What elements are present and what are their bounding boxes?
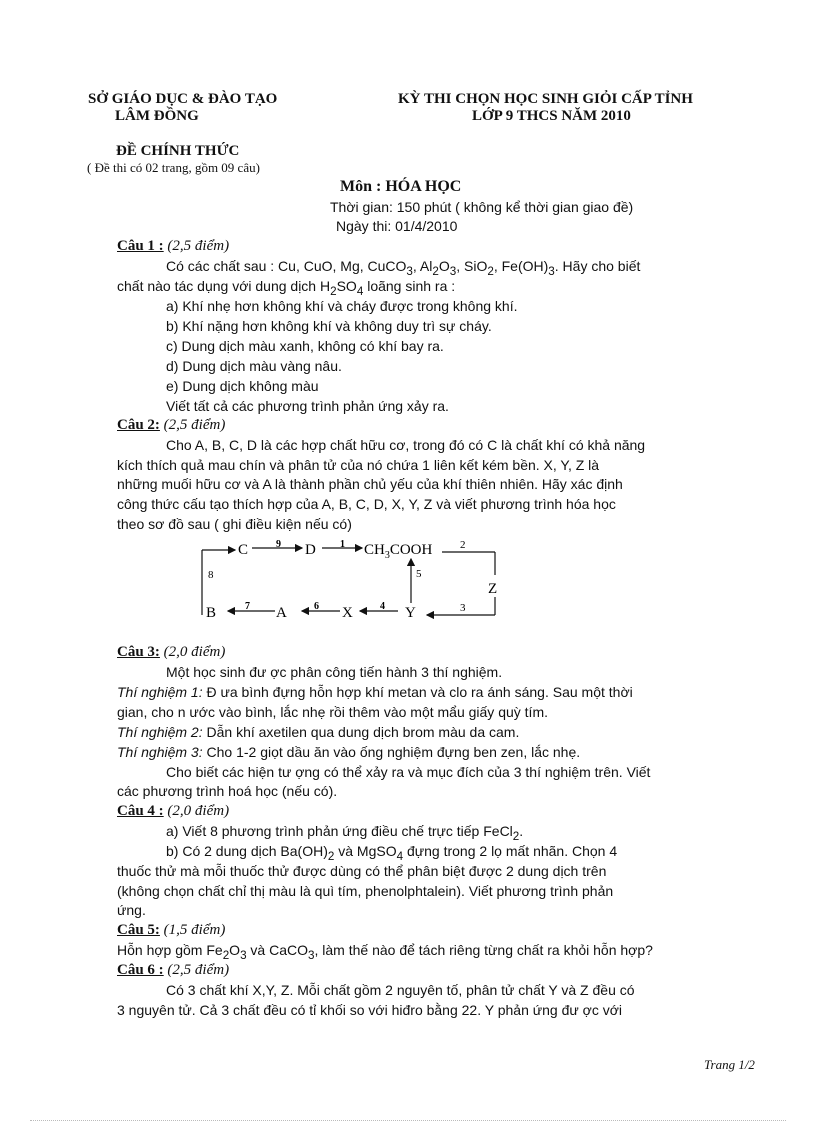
node-x: X: [342, 605, 353, 621]
reaction-scheme: [190, 535, 520, 625]
node-y: Y: [405, 605, 416, 621]
q2-heading: [117, 415, 225, 435]
page-bottom-divider: [30, 1120, 786, 1121]
q3-exp3: Thí nghiệm 3: Cho 1-2 giọt dầu ăn vào ống nghiệm đựng ben zen, lắc nhẹ.: [117, 744, 581, 760]
q6-points: (2,5 điểm): [167, 962, 230, 978]
q4-line-2: (không chọn chất chỉ thị màu là quì tím, phenolphtalein). Viết phương trình phản: [117, 883, 614, 899]
q1-intro: Có các chất sau : Cu, CuO, Mg, CuCO$_3$, $Al_2O_3$, SiO$_2$, $Fe(OH)_3$. Hãy cho biết: [166, 258, 641, 278]
q3-ask-1: Cho biết các hiện tư ợng có thể xảy ra và mục đích của 3 thí nghiệm trên. Viết: [166, 764, 651, 780]
q1-points: (2,5 điểm): [167, 238, 230, 254]
q3-exp1: Thí nghiệm 1: Đ ưa bình đựng hỗn hợp khí metan và clo ra ánh sáng. Sau một thời: [117, 684, 633, 700]
q2-title: Câu 2:: [117, 417, 160, 433]
q1-item-d: d) Dung dịch màu vàng nâu.: [166, 358, 342, 374]
q5-points: (1,5 điểm): [163, 922, 226, 938]
q4-b: b) Có 2 dung dịch $Ba(OH)_2$ và MgSO$_4$ đựng trong 2 lọ mất nhãn. Chọn 4: [166, 843, 618, 863]
q1-intro-cont: chất nào tác dụng với dung dịch $H_2SO_4$ loãng sinh ra :: [117, 278, 456, 298]
q3-exp2: Thí nghiệm 2: Dẫn khí axetilen qua dung dịch brom màu da cam.: [117, 724, 520, 740]
q4-a: a) Viết 8 phương trình phản ứng điều chế trực tiếp FeCl$_2$.: [166, 823, 524, 843]
page-number: Trang 1/2: [704, 1057, 755, 1072]
q2-line-2: kích thích quả mau chín và phân tử của nó chứa 1 liên kết kém bền. X, Y, Z là: [117, 457, 600, 473]
q3-points: (2,0 điểm): [163, 644, 226, 660]
q2-line-5: theo sơ đồ sau ( ghi điều kiện nếu có): [117, 516, 352, 532]
exam-date: Ngày thi: 01/4/2010: [336, 218, 458, 234]
subject: Môn : HÓA HỌC: [340, 178, 462, 195]
q1-closing: Viết tất cả các phương trình phản ứng xảy ra.: [166, 398, 449, 414]
step-6: 6: [314, 601, 319, 612]
q4-line-3: ứng.: [117, 902, 146, 918]
official-label: ĐỀ CHÍNH THỨC: [116, 143, 240, 159]
node-a: A: [276, 605, 287, 621]
q6-heading: [117, 960, 229, 980]
exam-title: KỲ THI CHỌN HỌC SINH GIỎI CẤP TỈNH: [398, 91, 693, 107]
q1-item-c: c) Dung dịch màu xanh, không có khí bay ra.: [166, 338, 444, 354]
q1-item-e: e) Dung dịch không màu: [166, 378, 319, 394]
time-limit: Thời gian: 150 phút ( không kể thời gian giao đề): [330, 199, 634, 215]
step-7: 7: [245, 601, 250, 612]
q1-title: Câu 1 :: [117, 238, 164, 254]
step-2: 2: [460, 539, 466, 551]
q2-line-1: Cho A, B, C, D là các hợp chất hữu cơ, trong đó có C là chất khí có khả năng: [166, 437, 646, 453]
q2-line-3: những muối hữu cơ và A là thành phần chủ yếu của khí thiên nhiên. Hãy xác định: [117, 476, 623, 492]
q3-exp1-cont: gian, cho n ước vào bình, lắc nhẹ rồi thêm vào một mẩu giấy quỳ tím.: [117, 704, 548, 720]
q5-text: Hỗn hợp gồm $Fe_2O_3$ và CaCO$_3$, làm thế nào để tách riêng từng chất ra khỏi hỗn hợp?: [117, 942, 653, 962]
q4-heading: [117, 801, 229, 821]
step-3: 3: [460, 602, 466, 614]
node-acetic-acid: $CH_3COOH$: [364, 542, 433, 561]
exam-grade-year: LỚP 9 THCS NĂM 2010: [472, 108, 631, 124]
q3-title: Câu 3:: [117, 644, 160, 660]
q5-heading: [117, 920, 225, 940]
node-b: B: [206, 605, 217, 621]
q2-line-4: công thức cấu tạo thích hợp của A, B, C, D, X, Y, Z và viết phương trình hóa học: [117, 496, 616, 512]
dept-name: SỞ GIÁO DỤC & ĐÀO TẠO: [88, 91, 278, 107]
q2-points: (2,5 điểm): [163, 417, 226, 433]
q3-intro: Một học sinh đư ợc phân công tiến hành 3 thí nghiệm.: [166, 664, 503, 680]
q6-line-1: Có 3 chất khí X,Y, Z. Mỗi chất gồm 2 nguyên tố, phân tử chất Y và Z đều có: [166, 982, 635, 998]
q4-points: (2,0 điểm): [167, 803, 230, 819]
dept-province: LÂM ĐỒNG: [115, 108, 199, 124]
q4-title: Câu 4 :: [117, 803, 164, 819]
q6-line-2: 3 nguyên tử. Cả 3 chất đều có tỉ khối so với hiđro bằng 22. Y phản ứng đư ợc với: [117, 1002, 622, 1018]
q5-title: Câu 5:: [117, 922, 160, 938]
page-count-note: ( Đề thi có 02 trang, gồm 09 câu): [87, 160, 260, 175]
step-9: 9: [276, 539, 281, 550]
q3-heading: [117, 642, 225, 662]
q4-line-1: thuốc thử mà mỗi thuốc thử được dùng có thể phân biệt được 2 dung dịch trên: [117, 863, 607, 879]
q3-ask-2: các phương trình hoá học (nếu có).: [117, 783, 338, 799]
q1-item-a: a) Khí nhẹ hơn không khí và cháy được trong không khí.: [166, 298, 518, 314]
node-z: Z: [488, 581, 498, 597]
q1-heading: [117, 236, 229, 256]
step-4: 4: [380, 601, 385, 612]
step-5: 5: [416, 568, 422, 580]
q6-title: Câu 6 :: [117, 962, 164, 978]
q1-item-b: b) Khí nặng hơn không khí và không duy trì sự cháy.: [166, 318, 492, 334]
step-8: 8: [208, 569, 214, 581]
step-1: 1: [340, 539, 345, 550]
node-d: D: [305, 542, 316, 558]
node-c: C: [238, 542, 249, 558]
